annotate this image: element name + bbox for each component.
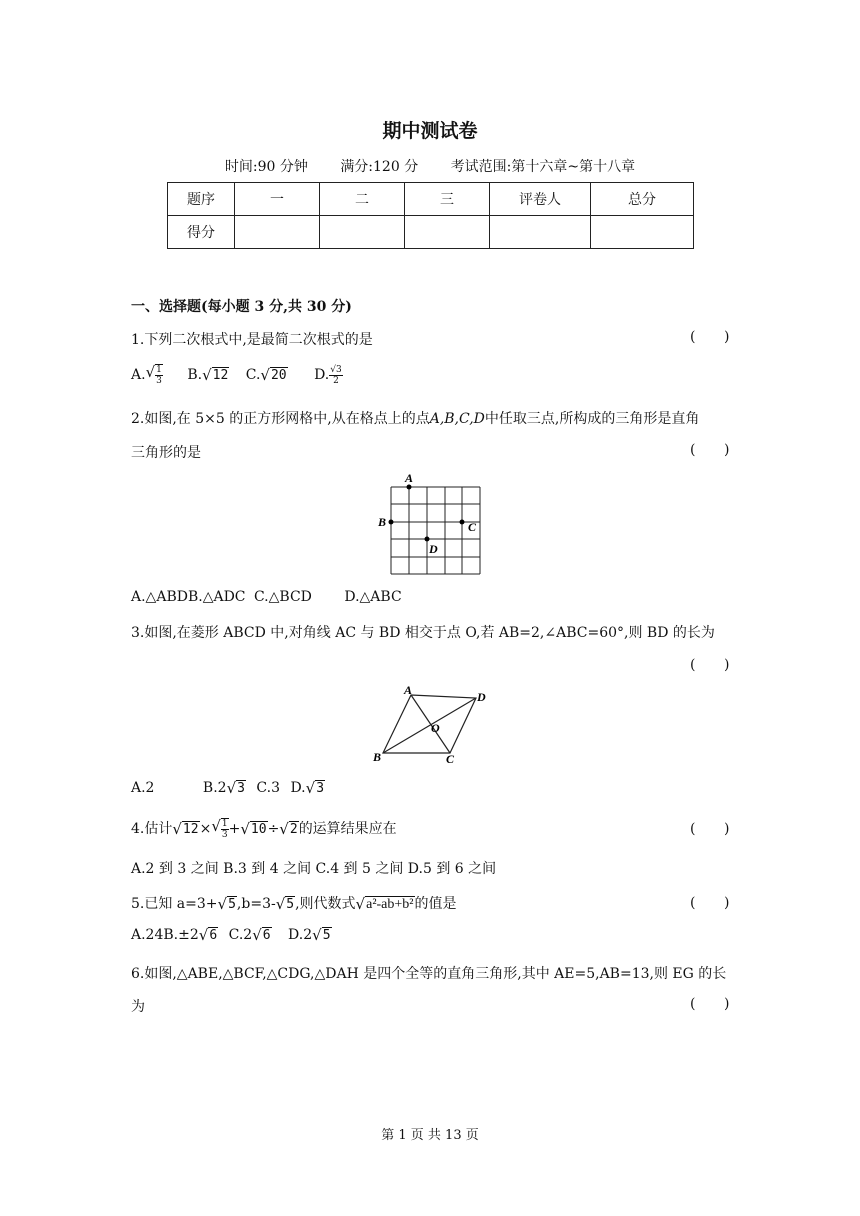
page-footer: 第 1 页 共 13 页 (381, 1128, 479, 1143)
label-a: A (405, 471, 414, 485)
label-c: C (446, 752, 455, 766)
q5-options: A.24B.±2 √ 6 C.2 √ 6 D.2 √ 5 (131, 926, 331, 944)
q3-options: A.2 B.2 √ 3 C.3 D. √ 3 (131, 779, 325, 797)
q6-stem-line2: 为 (131, 999, 145, 1015)
label-a: A (404, 683, 413, 697)
score-table (167, 182, 694, 249)
q2-stem-line2: 三角形的是 (131, 445, 201, 461)
q6-stem: 6.如图,△ABE,△BCF,△CDG,△DAH 是四个全等的直角三角形,其中 AE=5,AB=13,则 EG 的长 (131, 966, 727, 982)
exam-meta (0, 156, 860, 176)
label-d: D (477, 690, 486, 704)
point-b (389, 520, 394, 525)
q2-grid-figure (370, 466, 490, 578)
score-table-header (168, 183, 694, 216)
q4-options: A.2 到 3 之间 B.3 到 4 之间 C.4 到 5 之间 D.5 到 6 之间 (131, 861, 497, 877)
score-table-row (168, 216, 694, 249)
exam-full-score: 满分:120 分 (340, 159, 419, 175)
score-cell[interactable] (490, 216, 591, 249)
header-cell: 三 (405, 183, 490, 216)
score-cell[interactable] (235, 216, 320, 249)
q4-stem: 4.估计 √ 12 × √ $\frac{1}{3}$ + √ 10 ÷ √ 2 的运算结果应在 (131, 817, 397, 840)
label-d: D (429, 542, 438, 556)
label-b: B (378, 515, 387, 529)
q1-options: A. √ $\frac{1}{3}$ B. √ 12 C. √ 20 D. $\frac{√3}{2}$ (131, 363, 342, 386)
q5-stem: 5.已知 a=3+ √ 5 ,b=3- √ 5 ,则代数式 √ a²-ab+b² 的值是 (131, 895, 457, 913)
header-cell: 二 (320, 183, 405, 216)
page-title: 期中测试卷 (382, 120, 478, 142)
point-d (425, 537, 430, 542)
answer-paren: ( ) (690, 996, 695, 1012)
section-heading: 一、选择题(每小题 3 分,共 30 分) (131, 299, 352, 315)
point-c (460, 520, 465, 525)
q2-options: A.△ABDB.△ADC C.△BCD D.△ABC (131, 589, 402, 605)
header-cell: 题序 (168, 183, 235, 216)
label-b: B (373, 750, 382, 764)
label-c: C (468, 520, 477, 534)
answer-paren: ( ) (690, 442, 695, 458)
score-cell[interactable] (320, 216, 405, 249)
answer-paren: ( ) (690, 821, 695, 837)
answer-paren: ( ) (690, 329, 695, 345)
q3-stem: 3.如图,在菱形 ABCD 中,对角线 AC 与 BD 相交于点 O,若 AB=2,∠ABC=60°,则 BD 的长为 (131, 625, 715, 641)
exam-time: 时间:90 分钟 (224, 159, 308, 175)
score-cell[interactable] (591, 216, 694, 249)
q2-stem: 2.如图,在 5×5 的正方形网格中,从在格点上的点A,B,C,D中任取三点,所构成的三角形是直角 (131, 411, 700, 427)
point-a (407, 485, 412, 490)
answer-paren: ( ) (690, 895, 695, 911)
score-cell[interactable] (405, 216, 490, 249)
header-cell: 一 (235, 183, 320, 216)
q1-stem: 1.下列二次根式中,是最简二次根式的是 (131, 332, 373, 348)
answer-paren: ( ) (690, 657, 695, 673)
q3-rhombus-figure (366, 683, 496, 767)
header-cell: 总分 (591, 183, 694, 216)
row-label: 得分 (168, 216, 235, 249)
header-cell: 评卷人 (490, 183, 591, 216)
label-o: O (431, 721, 440, 735)
exam-scope: 考试范围:第十六章~第十八章 (450, 159, 636, 175)
